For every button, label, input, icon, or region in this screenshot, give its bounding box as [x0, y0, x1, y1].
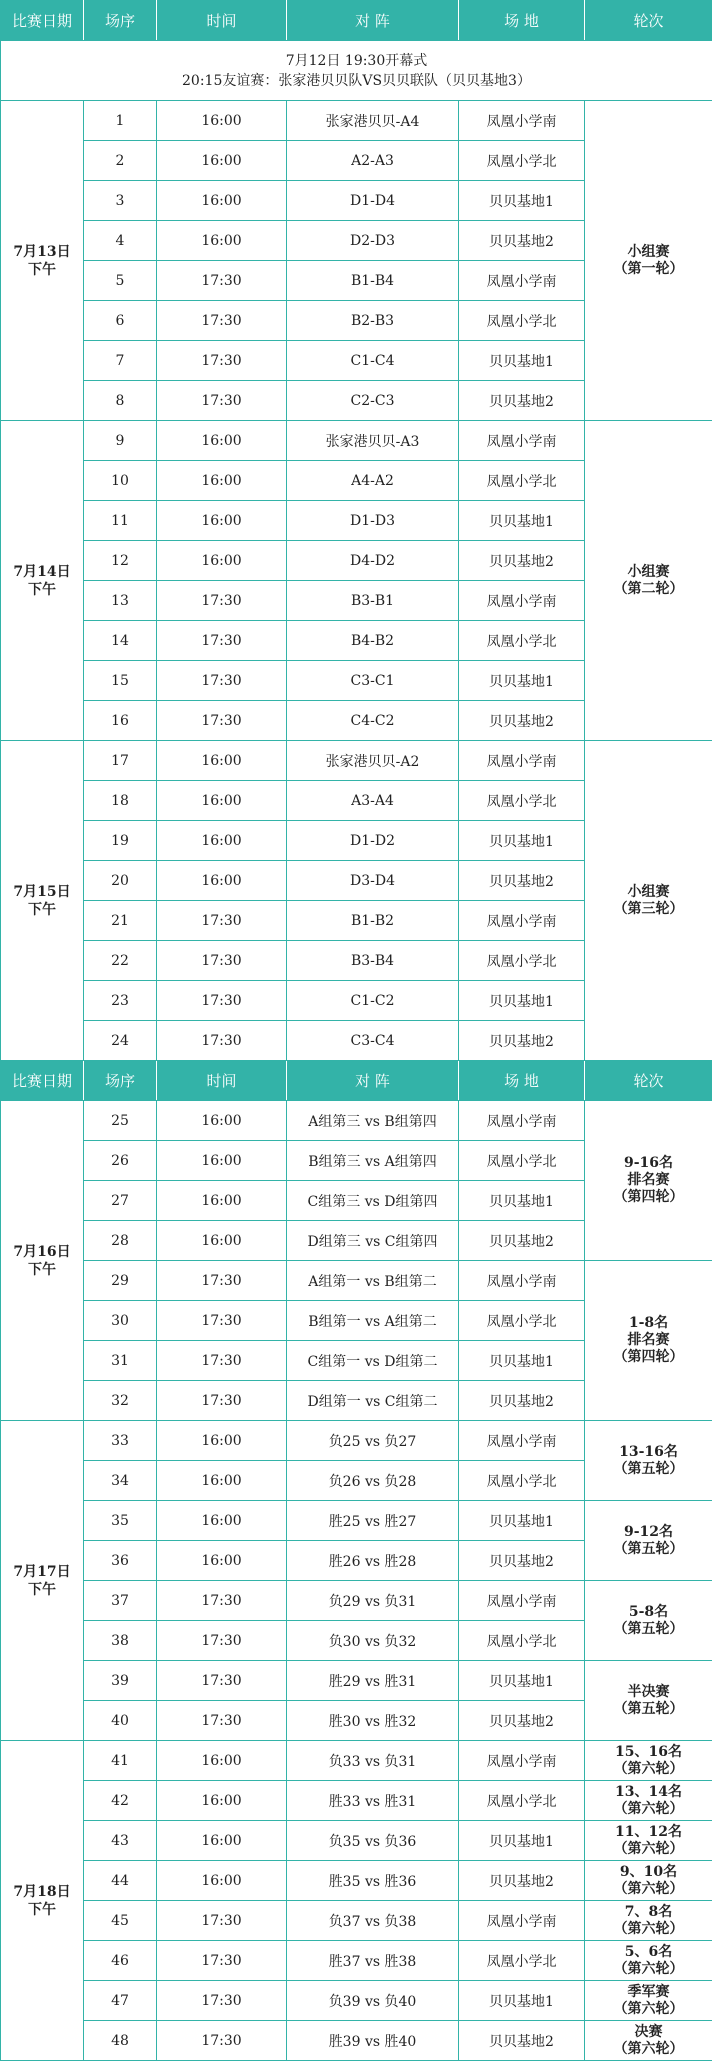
match-number: 44 [84, 1861, 157, 1901]
round-line: 7、8名 [624, 1903, 673, 1920]
match-number: 5 [84, 261, 157, 301]
match-number: 22 [84, 941, 157, 981]
match-teams: C1-C4 [287, 341, 459, 381]
match-number: 45 [84, 1901, 157, 1941]
match-venue: 凤凰小学南 [459, 901, 585, 941]
match-venue: 贝贝基地1 [459, 1181, 585, 1221]
date-line: 7月18日 [13, 1883, 71, 1900]
match-teams: B1-B4 [287, 261, 459, 301]
match-teams: 负25 vs 负27 [287, 1421, 459, 1461]
date-line: 7月13日 [13, 243, 71, 260]
match-venue: 贝贝基地1 [459, 1501, 585, 1541]
match-number: 48 [84, 2021, 157, 2061]
table-row [1, 1101, 712, 1141]
match-venue: 贝贝基地1 [459, 1341, 585, 1381]
round-line: （第六轮） [613, 1880, 684, 1897]
match-teams: C1-C2 [287, 981, 459, 1021]
match-teams: 胜30 vs 胜32 [287, 1701, 459, 1741]
round-line: 5、6名 [624, 1943, 673, 1960]
match-venue: 贝贝基地1 [459, 1821, 585, 1861]
header-date: 比赛日期 [1, 1, 84, 41]
match-number: 31 [84, 1341, 157, 1381]
match-venue: 凤凰小学南 [459, 1101, 585, 1141]
match-venue: 贝贝基地2 [459, 2021, 585, 2061]
match-teams: D1-D3 [287, 501, 459, 541]
match-venue: 凤凰小学北 [459, 1621, 585, 1661]
match-round [585, 1741, 712, 1781]
match-time: 17:30 [157, 261, 287, 301]
match-time: 17:30 [157, 1981, 287, 2021]
match-date [1, 1421, 84, 1741]
match-number: 30 [84, 1301, 157, 1341]
match-teams: D1-D2 [287, 821, 459, 861]
table-row [1, 1741, 712, 1781]
match-round [585, 1661, 712, 1741]
match-date [1, 1741, 84, 2061]
schedule-body [1, 1, 712, 2061]
match-venue: 凤凰小学南 [459, 1421, 585, 1461]
match-time: 17:30 [157, 661, 287, 701]
match-teams: 负26 vs 负28 [287, 1461, 459, 1501]
opening-line-2: 20:15友谊赛：张家港贝贝队VS贝贝联队（贝贝基地3） [182, 72, 531, 89]
table-row [1, 1861, 712, 1901]
match-venue: 贝贝基地2 [459, 381, 585, 421]
match-round [585, 1821, 712, 1861]
date-line: 7月17日 [13, 1563, 71, 1580]
match-number: 16 [84, 701, 157, 741]
round-line: 1-8名 [628, 1315, 669, 1331]
date-line: 下午 [28, 581, 56, 598]
table-row [1, 1781, 712, 1821]
match-teams: 负39 vs 负40 [287, 1981, 459, 2021]
round-line: 排名赛 [627, 1172, 670, 1188]
match-venue: 贝贝基地2 [459, 861, 585, 901]
match-number: 11 [84, 501, 157, 541]
match-round [585, 421, 712, 741]
header-seq: 场序 [84, 1061, 157, 1101]
round-line: 小组赛 [627, 563, 670, 580]
match-number: 46 [84, 1941, 157, 1981]
match-teams: B4-B2 [287, 621, 459, 661]
match-venue: 凤凰小学北 [459, 1461, 585, 1501]
match-teams: C2-C3 [287, 381, 459, 421]
match-venue: 凤凰小学北 [459, 941, 585, 981]
round-line: 9-16名 [623, 1155, 674, 1171]
round-line: 11、12名 [615, 1823, 682, 1840]
match-time: 17:30 [157, 1901, 287, 1941]
date-line: 下午 [28, 261, 56, 278]
match-venue: 凤凰小学北 [459, 781, 585, 821]
match-venue: 凤凰小学南 [459, 101, 585, 141]
match-time: 17:30 [157, 1941, 287, 1981]
match-time: 16:00 [157, 421, 287, 461]
table-row [1, 101, 712, 141]
match-venue: 凤凰小学南 [459, 741, 585, 781]
match-venue: 贝贝基地2 [459, 1701, 585, 1741]
match-time: 16:00 [157, 141, 287, 181]
table-row [1, 1261, 712, 1301]
match-venue: 凤凰小学南 [459, 1581, 585, 1621]
header-time: 时间 [157, 1, 287, 41]
header-round: 轮次 [585, 1, 712, 41]
round-line: （第五轮） [613, 1700, 684, 1717]
match-time: 16:00 [157, 221, 287, 261]
table-row [1, 1941, 712, 1981]
match-teams: 胜29 vs 胜31 [287, 1661, 459, 1701]
match-number: 38 [84, 1621, 157, 1661]
match-venue: 凤凰小学北 [459, 1141, 585, 1181]
match-number: 33 [84, 1421, 157, 1461]
match-number: 41 [84, 1741, 157, 1781]
match-time: 17:30 [157, 301, 287, 341]
date-line: 下午 [28, 1901, 56, 1918]
table-row [1, 741, 712, 781]
header-date: 比赛日期 [1, 1061, 84, 1101]
round-line: 半决赛 [627, 1683, 670, 1700]
match-time: 16:00 [157, 181, 287, 221]
match-round [585, 1901, 712, 1941]
match-time: 17:30 [157, 581, 287, 621]
match-venue: 贝贝基地1 [459, 181, 585, 221]
header-match: 对 阵 [287, 1061, 459, 1101]
match-teams: A2-A3 [287, 141, 459, 181]
match-venue: 凤凰小学北 [459, 301, 585, 341]
match-venue: 凤凰小学南 [459, 421, 585, 461]
table-row [1, 1901, 712, 1941]
match-time: 17:30 [157, 1341, 287, 1381]
match-teams: 张家港贝贝-A3 [287, 421, 459, 461]
match-number: 4 [84, 221, 157, 261]
match-venue: 贝贝基地1 [459, 341, 585, 381]
match-number: 35 [84, 1501, 157, 1541]
match-teams: 负30 vs 负32 [287, 1621, 459, 1661]
match-teams: 胜35 vs 胜36 [287, 1861, 459, 1901]
match-venue: 贝贝基地2 [459, 1381, 585, 1421]
match-venue: 贝贝基地2 [459, 1861, 585, 1901]
match-time: 16:00 [157, 501, 287, 541]
match-time: 17:30 [157, 1381, 287, 1421]
opening-notice [1, 41, 712, 101]
match-teams: 胜25 vs 胜27 [287, 1501, 459, 1541]
match-venue: 贝贝基地2 [459, 701, 585, 741]
match-time: 16:00 [157, 1101, 287, 1141]
match-teams: C组第三 vs D组第四 [287, 1181, 459, 1221]
table-row [1, 1981, 712, 2021]
match-venue: 凤凰小学北 [459, 621, 585, 661]
match-time: 16:00 [157, 1781, 287, 1821]
match-number: 36 [84, 1541, 157, 1581]
match-teams: 胜33 vs 胜31 [287, 1781, 459, 1821]
match-time: 17:30 [157, 1581, 287, 1621]
round-line: （第五轮） [613, 1620, 684, 1637]
match-time: 16:00 [157, 1221, 287, 1261]
match-number: 10 [84, 461, 157, 501]
match-number: 15 [84, 661, 157, 701]
match-time: 16:00 [157, 1821, 287, 1861]
match-time: 17:30 [157, 701, 287, 741]
match-teams: C4-C2 [287, 701, 459, 741]
round-line: 5-8名 [628, 1603, 669, 1620]
match-venue: 贝贝基地1 [459, 981, 585, 1021]
match-teams: D4-D2 [287, 541, 459, 581]
round-line: 13-16名 [619, 1443, 678, 1460]
match-number: 42 [84, 1781, 157, 1821]
match-venue: 贝贝基地2 [459, 221, 585, 261]
match-teams: 负33 vs 负31 [287, 1741, 459, 1781]
match-time: 16:00 [157, 541, 287, 581]
match-teams: A3-A4 [287, 781, 459, 821]
match-venue: 贝贝基地1 [459, 661, 585, 701]
match-teams: B组第一 vs A组第二 [287, 1301, 459, 1341]
match-time: 16:00 [157, 861, 287, 901]
match-number: 32 [84, 1381, 157, 1421]
match-teams: B1-B2 [287, 901, 459, 941]
header-time: 时间 [157, 1061, 287, 1101]
match-teams: D组第一 vs C组第二 [287, 1381, 459, 1421]
header-row-2 [1, 1061, 712, 1101]
match-number: 2 [84, 141, 157, 181]
match-round [585, 101, 712, 421]
match-number: 25 [84, 1101, 157, 1141]
match-venue: 凤凰小学南 [459, 1741, 585, 1781]
match-venue: 凤凰小学北 [459, 1781, 585, 1821]
match-date [1, 421, 84, 741]
match-time: 16:00 [157, 1501, 287, 1541]
round-line: （第六轮） [613, 1760, 684, 1777]
match-teams: 负37 vs 负38 [287, 1901, 459, 1941]
match-number: 14 [84, 621, 157, 661]
round-line: （第六轮） [613, 1920, 684, 1937]
round-line: （第二轮） [613, 580, 684, 597]
match-venue: 凤凰小学北 [459, 1941, 585, 1981]
round-line: 15、16名 [615, 1743, 682, 1760]
match-round [585, 1101, 712, 1261]
match-number: 37 [84, 1581, 157, 1621]
match-time: 16:00 [157, 1861, 287, 1901]
round-line: （第四轮） [613, 1189, 684, 1205]
round-line: （第六轮） [613, 2000, 684, 2017]
match-teams: 张家港贝贝-A2 [287, 741, 459, 781]
match-date [1, 101, 84, 421]
match-teams: B3-B1 [287, 581, 459, 621]
round-line: （第三轮） [613, 900, 684, 917]
match-teams: A4-A2 [287, 461, 459, 501]
match-time: 17:30 [157, 1661, 287, 1701]
match-teams: A组第三 vs B组第四 [287, 1101, 459, 1141]
round-line: 9-12名 [623, 1523, 674, 1540]
header-round: 轮次 [585, 1061, 712, 1101]
match-time: 17:30 [157, 341, 287, 381]
match-time: 16:00 [157, 781, 287, 821]
match-teams: 张家港贝贝-A4 [287, 101, 459, 141]
match-time: 16:00 [157, 1461, 287, 1501]
match-teams: 负35 vs 负36 [287, 1821, 459, 1861]
match-round [585, 1981, 712, 2021]
match-venue: 凤凰小学北 [459, 461, 585, 501]
match-round [585, 1501, 712, 1581]
match-number: 21 [84, 901, 157, 941]
round-line: 13、14名 [615, 1783, 682, 1800]
match-number: 29 [84, 1261, 157, 1301]
match-time: 16:00 [157, 461, 287, 501]
match-round [585, 1421, 712, 1501]
table-row [1, 421, 712, 461]
match-teams: D2-D3 [287, 221, 459, 261]
header-row [1, 1, 712, 41]
match-teams: D组第三 vs C组第四 [287, 1221, 459, 1261]
match-time: 17:30 [157, 1021, 287, 1061]
table-row [1, 1821, 712, 1861]
match-time: 16:00 [157, 1741, 287, 1781]
round-line: （第五轮） [613, 1540, 684, 1557]
match-time: 17:30 [157, 381, 287, 421]
match-number: 6 [84, 301, 157, 341]
match-number: 28 [84, 1221, 157, 1261]
table-row [1, 1501, 712, 1541]
round-line: （第六轮） [613, 2040, 684, 2057]
match-time: 17:30 [157, 1701, 287, 1741]
match-number: 19 [84, 821, 157, 861]
match-teams: B3-B4 [287, 941, 459, 981]
match-venue: 贝贝基地2 [459, 1221, 585, 1261]
date-line: 下午 [28, 901, 56, 918]
match-venue: 凤凰小学北 [459, 1301, 585, 1341]
match-time: 16:00 [157, 101, 287, 141]
match-time: 16:00 [157, 1141, 287, 1181]
match-time: 16:00 [157, 741, 287, 781]
match-teams: 胜37 vs 胜38 [287, 1941, 459, 1981]
round-line: 排名赛 [627, 1332, 670, 1348]
match-time: 17:30 [157, 941, 287, 981]
round-line: （第四轮） [613, 1349, 684, 1365]
match-number: 17 [84, 741, 157, 781]
match-teams: A组第一 vs B组第二 [287, 1261, 459, 1301]
header-venue: 场 地 [459, 1061, 585, 1101]
round-line: 决赛 [634, 2023, 663, 2040]
match-time: 17:30 [157, 1301, 287, 1341]
match-teams: 负29 vs 负31 [287, 1581, 459, 1621]
match-number: 27 [84, 1181, 157, 1221]
match-venue: 凤凰小学南 [459, 1901, 585, 1941]
match-number: 47 [84, 1981, 157, 2021]
match-time: 17:30 [157, 1261, 287, 1301]
match-number: 1 [84, 101, 157, 141]
match-venue: 凤凰小学南 [459, 1261, 585, 1301]
round-line: 小组赛 [627, 883, 670, 900]
match-date [1, 1101, 84, 1421]
round-line: （第六轮） [613, 1800, 684, 1817]
table-row [1, 2021, 712, 2061]
date-line: 7月14日 [13, 563, 71, 580]
match-teams: C组第一 vs D组第二 [287, 1341, 459, 1381]
match-round [585, 1941, 712, 1981]
header-match: 对 阵 [287, 1, 459, 41]
match-round [585, 2021, 712, 2061]
round-line: 9、10名 [619, 1863, 678, 1880]
match-round [585, 1261, 712, 1421]
round-line: （第一轮） [613, 260, 684, 277]
match-round [585, 1861, 712, 1901]
match-number: 24 [84, 1021, 157, 1061]
round-line: 小组赛 [627, 243, 670, 260]
date-line: 7月15日 [13, 883, 71, 900]
header-venue: 场 地 [459, 1, 585, 41]
table-row [1, 1661, 712, 1701]
match-teams: D3-D4 [287, 861, 459, 901]
round-line: 季军赛 [627, 1983, 670, 2000]
match-number: 43 [84, 1821, 157, 1861]
match-venue: 贝贝基地2 [459, 1021, 585, 1061]
match-teams: 胜26 vs 胜28 [287, 1541, 459, 1581]
match-number: 39 [84, 1661, 157, 1701]
match-time: 16:00 [157, 1421, 287, 1461]
match-teams: C3-C1 [287, 661, 459, 701]
match-venue: 贝贝基地1 [459, 821, 585, 861]
match-venue: 凤凰小学北 [459, 141, 585, 181]
match-round [585, 1581, 712, 1661]
table-row [1, 1421, 712, 1461]
match-time: 17:30 [157, 621, 287, 661]
opening-notice-row [1, 41, 712, 101]
match-teams: 胜39 vs 胜40 [287, 2021, 459, 2061]
match-venue: 贝贝基地1 [459, 1661, 585, 1701]
match-number: 7 [84, 341, 157, 381]
header-seq: 场序 [84, 1, 157, 41]
match-number: 26 [84, 1141, 157, 1181]
round-line: （第六轮） [613, 1960, 684, 1977]
match-venue: 凤凰小学南 [459, 261, 585, 301]
match-teams: B2-B3 [287, 301, 459, 341]
match-number: 23 [84, 981, 157, 1021]
match-time: 17:30 [157, 2021, 287, 2061]
match-teams: C3-C4 [287, 1021, 459, 1061]
match-teams: D1-D4 [287, 181, 459, 221]
round-line: （第六轮） [613, 1840, 684, 1857]
match-time: 17:30 [157, 1621, 287, 1661]
match-time: 16:00 [157, 1541, 287, 1581]
match-number: 8 [84, 381, 157, 421]
match-number: 20 [84, 861, 157, 901]
match-date [1, 741, 84, 1061]
match-teams: B组第三 vs A组第四 [287, 1141, 459, 1181]
round-line: （第五轮） [613, 1460, 684, 1477]
match-time: 16:00 [157, 821, 287, 861]
date-line: 7月16日 [13, 1243, 71, 1260]
match-venue: 贝贝基地2 [459, 1541, 585, 1581]
match-number: 12 [84, 541, 157, 581]
table-row [1, 1581, 712, 1621]
date-line: 下午 [28, 1581, 56, 1598]
date-line: 下午 [28, 1261, 56, 1278]
match-number: 3 [84, 181, 157, 221]
match-number: 40 [84, 1701, 157, 1741]
match-venue: 贝贝基地1 [459, 1981, 585, 2021]
match-time: 17:30 [157, 981, 287, 1021]
match-venue: 贝贝基地1 [459, 501, 585, 541]
match-round [585, 741, 712, 1061]
match-venue: 凤凰小学南 [459, 581, 585, 621]
match-round [585, 1781, 712, 1821]
match-number: 34 [84, 1461, 157, 1501]
match-venue: 贝贝基地2 [459, 541, 585, 581]
match-time: 16:00 [157, 1181, 287, 1221]
match-number: 9 [84, 421, 157, 461]
match-number: 13 [84, 581, 157, 621]
opening-line-1: 7月12日 19:30开幕式 [285, 52, 428, 69]
match-number: 18 [84, 781, 157, 821]
match-time: 17:30 [157, 901, 287, 941]
